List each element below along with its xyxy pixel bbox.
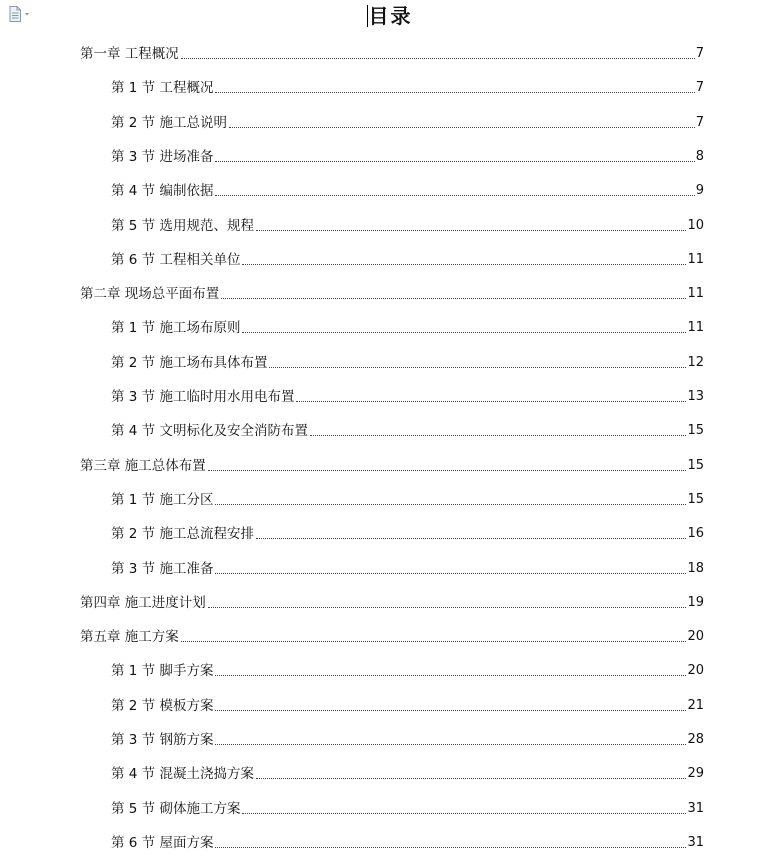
toc-entry-label: 第 4 节 文明标化及安全消防布置 xyxy=(111,423,308,440)
toc-dot-leader xyxy=(215,744,686,745)
toc-dot-leader xyxy=(181,58,695,59)
toc-page-number: 29 xyxy=(687,766,704,782)
toc-entry-label: 第 1 节 脚手方案 xyxy=(111,663,214,680)
toc-entry-label: 第 2 节 施工场布具体布置 xyxy=(111,354,268,371)
toc-entry-label: 第二章 现场总平面布置 xyxy=(80,286,220,303)
toc-entry-label: 第 2 节 施工总流程安排 xyxy=(111,526,254,543)
toc-section-entry[interactable] xyxy=(111,800,704,818)
toc-section-entry[interactable] xyxy=(111,148,704,166)
toc-page-number: 15 xyxy=(687,491,704,507)
toc-title: 目录 xyxy=(368,4,413,28)
toc-entry-label: 第 2 节 施工总说明 xyxy=(111,114,227,131)
toc-section-entry[interactable] xyxy=(111,525,704,543)
toc-entry-label: 第 1 节 工程概况 xyxy=(111,80,214,97)
toc-page-number: 8 xyxy=(695,148,704,164)
toc-page-number: 20 xyxy=(687,629,704,645)
toc-dot-leader xyxy=(256,230,686,231)
toc-dot-leader xyxy=(229,127,695,128)
toc-entry-label: 第 6 节 工程相关单位 xyxy=(111,251,241,268)
toc-entry-label: 第 3 节 进场准备 xyxy=(111,148,214,165)
toc-dot-leader xyxy=(215,847,686,848)
toc-entry-label: 第 6 节 屋面方案 xyxy=(111,834,214,851)
toc-entry-label: 第五章 施工方案 xyxy=(80,629,179,646)
toc-page-number: 7 xyxy=(695,46,704,61)
toc-entry-label: 第四章 施工进度计划 xyxy=(80,594,206,611)
toc-dot-leader xyxy=(215,675,686,676)
toc-dot-leader xyxy=(310,435,686,436)
toc-page-number: 31 xyxy=(687,834,704,850)
toc-entry-label: 第 3 节 钢筋方案 xyxy=(111,732,214,748)
toc-dot-leader xyxy=(215,92,694,93)
toc-page-number: 10 xyxy=(687,217,704,233)
toc-page-number: 13 xyxy=(687,389,704,404)
toc-section-entry[interactable] xyxy=(111,697,704,715)
toc-dot-leader xyxy=(208,470,687,471)
toc-section-entry[interactable] xyxy=(111,388,704,406)
toc-section-entry[interactable] xyxy=(111,731,704,749)
toc-section-entry[interactable] xyxy=(111,319,704,337)
toc-page-number: 20 xyxy=(687,663,704,679)
toc-entry-label: 第 1 节 施工分区 xyxy=(111,491,214,508)
toc-section-entry[interactable] xyxy=(111,114,704,132)
toc-entry-label: 第一章 工程概况 xyxy=(80,46,179,62)
toc-section-entry[interactable] xyxy=(111,662,704,680)
toc-page-number: 11 xyxy=(687,286,704,302)
toc-page-number: 15 xyxy=(687,423,704,439)
toc-page-number: 12 xyxy=(687,354,704,370)
toc-dot-leader xyxy=(269,367,686,368)
toc-entry-label: 第 3 节 施工临时用水用电布置 xyxy=(111,389,295,405)
toc-page-number: 19 xyxy=(687,594,704,610)
toc-entry-label: 第 4 节 编制依据 xyxy=(111,183,214,200)
toc-section-entry[interactable] xyxy=(111,765,704,783)
toc-dot-leader xyxy=(208,607,687,608)
toc-section-entry[interactable] xyxy=(111,251,704,269)
toc-dot-leader xyxy=(296,401,686,402)
toc-entry-label: 第 3 节 施工准备 xyxy=(111,560,214,577)
toc-chapter-entry[interactable] xyxy=(80,628,704,646)
toc-page-number: 11 xyxy=(687,320,704,336)
toc-dot-leader xyxy=(242,813,686,814)
toc-page-number: 21 xyxy=(687,697,704,713)
toc-section-entry[interactable] xyxy=(111,217,704,235)
toc-entry-label: 第三章 施工总体布置 xyxy=(80,457,206,474)
toc-chapter-entry[interactable] xyxy=(80,457,704,475)
toc-dot-leader xyxy=(256,538,686,539)
toc-chapter-entry[interactable] xyxy=(80,594,704,612)
toc-section-entry[interactable] xyxy=(111,491,704,509)
toc-section-entry[interactable] xyxy=(111,182,704,200)
toc-dot-leader xyxy=(256,778,686,779)
toc-page-number: 18 xyxy=(687,560,704,576)
toc-page-number: 7 xyxy=(695,114,704,130)
toc-entry-label: 第 5 节 砌体施工方案 xyxy=(111,800,241,817)
toc-page-number: 16 xyxy=(687,526,704,542)
toc-dot-leader xyxy=(181,641,687,642)
toc-dot-leader xyxy=(242,332,686,333)
toc-entry-label: 第 1 节 施工场布原则 xyxy=(111,320,241,337)
toc-section-entry[interactable] xyxy=(111,834,704,852)
toc-dot-leader xyxy=(215,710,686,711)
toc-entry-label: 第 5 节 选用规范、规程 xyxy=(111,217,254,234)
toc-section-entry[interactable] xyxy=(111,560,704,578)
toc-section-entry[interactable] xyxy=(111,422,704,440)
toc-dot-leader xyxy=(242,264,686,265)
toc-section-entry[interactable] xyxy=(111,79,704,97)
toc-dot-leader xyxy=(215,573,686,574)
toc-page-number: 9 xyxy=(695,183,704,199)
toc-page-number: 11 xyxy=(687,251,704,267)
toc-page-number: 28 xyxy=(687,732,704,747)
toc-dot-leader xyxy=(215,195,694,196)
toc-dot-leader xyxy=(215,504,686,505)
toc-chapter-entry[interactable] xyxy=(80,45,704,63)
toc-entry-label: 第 2 节 模板方案 xyxy=(111,697,214,714)
toc-page-number: 15 xyxy=(687,457,704,473)
toc-section-entry[interactable] xyxy=(111,354,704,372)
toc-page-number: 31 xyxy=(687,800,704,816)
toc-page-number: 7 xyxy=(695,80,704,96)
toc-dot-leader xyxy=(221,298,686,299)
toc-chapter-entry[interactable] xyxy=(80,285,704,303)
toc-dot-leader xyxy=(215,161,694,162)
toc-entry-label: 第 4 节 混凝土浇捣方案 xyxy=(111,766,254,783)
